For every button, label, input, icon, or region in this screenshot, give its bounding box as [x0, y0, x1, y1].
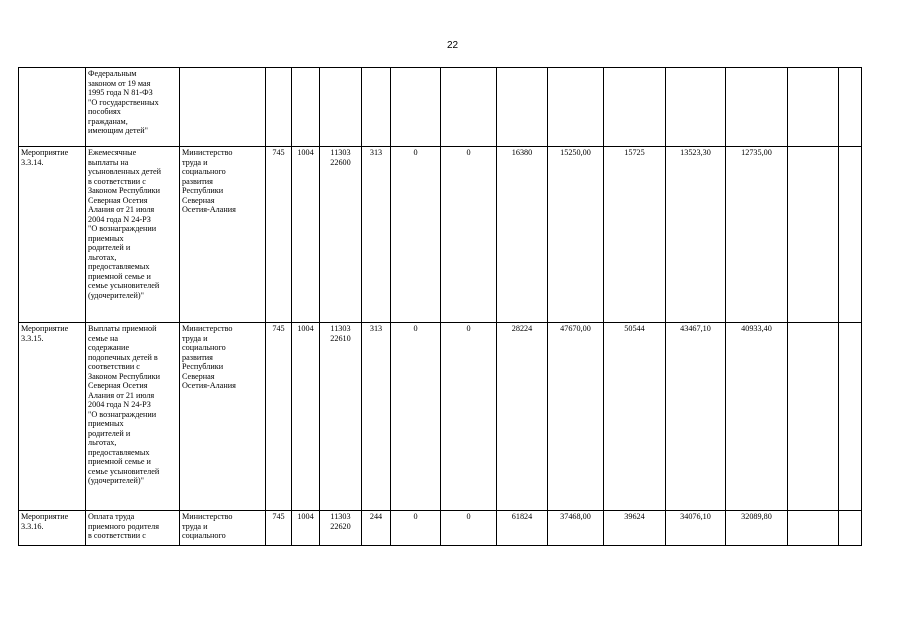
value-cell-4 [548, 68, 604, 147]
grbs-cell: 745 [266, 323, 292, 511]
value-cell-6: 43467,10 [666, 323, 726, 511]
grbs-cell: 745 [266, 147, 292, 323]
value-cell-6: 34076,10 [666, 511, 726, 546]
vr-cell [362, 68, 391, 147]
value-cell-8 [788, 147, 839, 323]
event-name-cell [19, 68, 86, 147]
value-cell-3 [497, 68, 548, 147]
value-cell-6: 13523,30 [666, 147, 726, 323]
value-cell-5 [604, 68, 666, 147]
csr-cell: 11303 22620 [320, 511, 362, 546]
vr-cell: 244 [362, 511, 391, 546]
value-cell-7: 40933,40 [726, 323, 788, 511]
value-cell-7: 32089,80 [726, 511, 788, 546]
executor-cell: Министерство труда и социального развития Республики Северная Осетия-Алания [180, 147, 266, 323]
grbs-cell: 745 [266, 511, 292, 546]
rz-cell: 1004 [292, 511, 320, 546]
value-cell-2 [441, 68, 497, 147]
event-description-cell: Выплаты приемной семье на содержание подопечных детей в соответствии с Законом Республики Северная Осетия Алания от 21 июля 2004 года N 24-РЗ "О вознаграждении приемных родителей и льготах, предоставляемых приемной семье и семье усыновителей (удочерителей)" [86, 323, 180, 511]
value-cell-2: 0 [441, 323, 497, 511]
csr-cell: 11303 22600 [320, 147, 362, 323]
value-cell-7 [726, 68, 788, 147]
value-cell-9 [839, 68, 862, 147]
value-cell-1: 0 [391, 323, 441, 511]
executor-cell: Министерство труда и социального [180, 511, 266, 546]
table-row [19, 147, 862, 323]
event-name-cell: Мероприятие 3.3.15. [19, 323, 86, 511]
value-cell-4: 15250,00 [548, 147, 604, 323]
value-cell-9 [839, 511, 862, 546]
table-row [19, 323, 862, 511]
value-cell-1 [391, 68, 441, 147]
csr-cell: 11303 22610 [320, 323, 362, 511]
table-row [19, 511, 862, 546]
value-cell-8 [788, 323, 839, 511]
value-cell-2: 0 [441, 511, 497, 546]
value-cell-8 [788, 511, 839, 546]
value-cell-3: 28224 [497, 323, 548, 511]
value-cell-4: 37468,00 [548, 511, 604, 546]
event-name-cell: Мероприятие 3.3.16. [19, 511, 86, 546]
vr-cell: 313 [362, 147, 391, 323]
value-cell-2: 0 [441, 147, 497, 323]
value-cell-3: 61824 [497, 511, 548, 546]
page-number: 22 [446, 40, 459, 51]
value-cell-5: 15725 [604, 147, 666, 323]
executor-cell: Министерство труда и социального развития Республики Северная Осетия-Алания [180, 323, 266, 511]
value-cell-3: 16380 [497, 147, 548, 323]
value-cell-9 [839, 323, 862, 511]
value-cell-9 [839, 147, 862, 323]
event-description-cell: Оплата труда приемного родителя в соответствии с [86, 511, 180, 546]
grbs-cell [266, 68, 292, 147]
value-cell-4: 47670,00 [548, 323, 604, 511]
value-cell-1: 0 [391, 147, 441, 323]
budget-table [18, 67, 862, 546]
event-description-cell: Федеральным законом от 19 мая 1995 года N 81-ФЗ "О государственных пособиях гражданам, имеющим детей" [86, 68, 180, 147]
vr-cell: 313 [362, 323, 391, 511]
csr-cell [320, 68, 362, 147]
executor-cell [180, 68, 266, 147]
rz-cell: 1004 [292, 147, 320, 323]
value-cell-6 [666, 68, 726, 147]
value-cell-8 [788, 68, 839, 147]
event-description-cell: Ежемесячные выплаты на усыновленных детей в соответствии с Законом Республики Северная Осетия Алания от 21 июля 2004 года N 24-РЗ "О вознаграждении приемных родителей и льготах, предоставляемых приемной семье и семье усыновителей (удочерителей)" [86, 147, 180, 323]
value-cell-5: 50544 [604, 323, 666, 511]
value-cell-1: 0 [391, 511, 441, 546]
table-row [19, 68, 862, 147]
rz-cell: 1004 [292, 323, 320, 511]
rz-cell [292, 68, 320, 147]
value-cell-5: 39624 [604, 511, 666, 546]
value-cell-7: 12735,00 [726, 147, 788, 323]
event-name-cell: Мероприятие 3.3.14. [19, 147, 86, 323]
